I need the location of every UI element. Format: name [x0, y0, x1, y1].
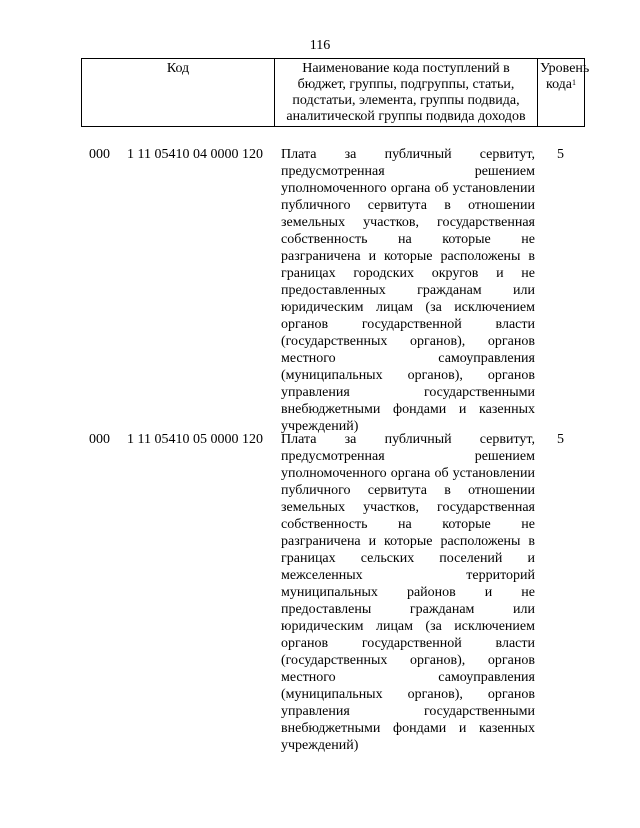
revenue-codes-table-header — [81, 58, 590, 127]
admin-code: 000 — [89, 432, 110, 447]
revenue-code: 1 11 05410 04 0000 120 — [127, 147, 263, 162]
header-level — [538, 59, 590, 127]
header-level-label: Уровень кода — [540, 61, 590, 92]
header-name — [275, 59, 538, 127]
revenue-code: 1 11 05410 05 0000 120 — [127, 432, 263, 447]
code-level: 5 — [557, 147, 564, 162]
admin-code: 000 — [89, 147, 110, 162]
page-number: 116 — [309, 38, 331, 53]
revenue-name: Плата за публичный сервитут, предусмотренная решением уполномоченного органа об установлении публичного сервитута в отношении земельных участков, государственная собственность на которые не разграничена и которые расположены в границах сельских поселений и межселенных территорий муниципальных районов и не предоставлены гражданам или юридическим лицам (за исключением органов государственной власти (государственных органов), органов местного самоуправления (муниципальных органов), органов управления государственными внебюджетными фондами и казенных учреждений) — [281, 432, 535, 753]
header-level-footnote: 1 — [572, 78, 577, 87]
table-header-row — [82, 59, 585, 127]
header-code — [82, 59, 275, 127]
header-code-label: Код — [166, 61, 190, 76]
header-name-label: Наименование кода поступлений в бюджет, группы, подгруппы, статьи, подстатьи, элемента, группы подвида, аналитической группы подвида доходов — [286, 61, 526, 124]
revenue-name: Плата за публичный сервитут, предусмотренная решением уполномоченного органа об установлении публичного сервитута в отношении земельных участков, государственная собственность на которые не разграничена и которые расположены в границах городских округов и не предоставленных гражданам или юридическим лицам (за исключением органов государственной власти (государственных органов), органов местного самоуправления (муниципальных органов), органов управления государственными внебюджетными фондами и казенных учреждений) — [281, 147, 535, 434]
code-level: 5 — [557, 432, 564, 447]
